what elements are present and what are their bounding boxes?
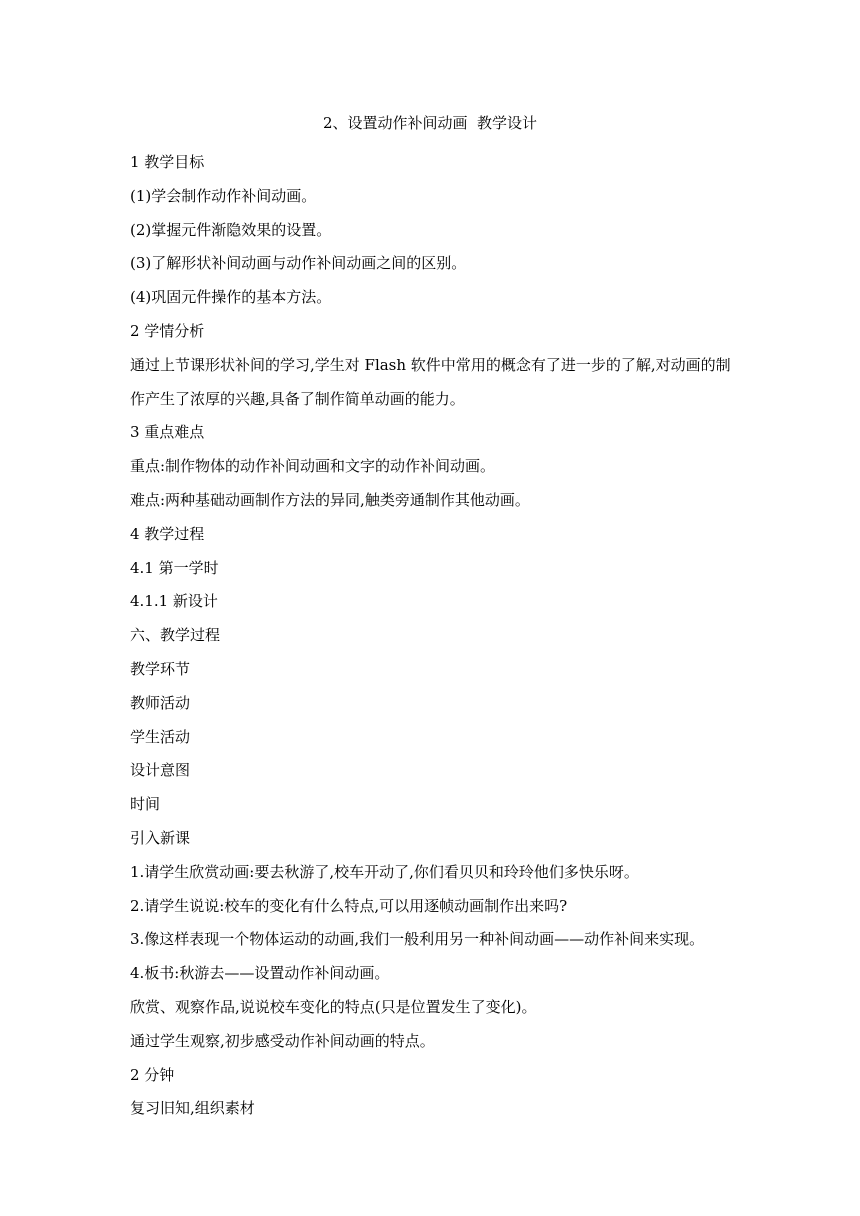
paragraph: 教师活动 — [130, 693, 191, 712]
document-body — [130, 146, 740, 1126]
paragraph: 引入新课 — [130, 828, 191, 847]
paragraph: 难点:两种基础动画制作方法的异同,触类旁通制作其他动画。 — [130, 490, 530, 509]
paragraph: 欣赏、观察作品,说说校车变化的特点(只是位置发生了变化)。 — [130, 997, 537, 1016]
paragraph: 2 学情分析 — [130, 321, 205, 340]
paragraph: 1.请学生欣赏动画:要去秋游了,校车开动了,你们看贝贝和玲玲他们多快乐呀。 — [130, 862, 639, 881]
paragraph: 通过学生观察,初步感受动作补间动画的特点。 — [130, 1031, 435, 1050]
paragraph: 重点:制作物体的动作补间动画和文字的动作补间动画。 — [130, 457, 496, 476]
paragraph: (4)巩固元件操作的基本方法。 — [130, 288, 332, 307]
paragraph: 4 教学过程 — [130, 524, 205, 543]
paragraph: (2)掌握元件渐隐效果的设置。 — [130, 220, 332, 239]
paragraph: 4.1 第一学时 — [130, 558, 219, 577]
paragraph: 3.像这样表现一个物体运动的动画,我们一般利用另一种补间动画——动作补间来实现。 — [130, 930, 705, 949]
paragraph: 通过上节课形状补间的学习,学生对 Flash 软件中常用的概念有了进一步的了解,对动画的制作产生了浓厚的兴趣,具备了制作简单动画的能力。 — [130, 355, 731, 408]
paragraph: 1 教学目标 — [130, 153, 205, 171]
paragraph: 六、教学过程 — [130, 626, 221, 645]
paragraph: 教学环节 — [130, 659, 191, 678]
paragraph: 2.请学生说说:校车的变化有什么特点,可以用逐帧动画制作出来吗? — [130, 896, 568, 915]
document-title: 2、设置动作补间动画 教学设计 — [322, 114, 538, 132]
paragraph: 3 重点难点 — [130, 423, 205, 442]
paragraph: 2 分钟 — [130, 1065, 175, 1084]
paragraph: (1)学会制作动作补间动画。 — [130, 186, 317, 205]
paragraph: 时间 — [130, 795, 161, 814]
paragraph: 设计意图 — [130, 761, 191, 780]
paragraph: 复习旧知,组织素材 — [130, 1099, 255, 1118]
paragraph: (3)了解形状补间动画与动作补间动画之间的区别。 — [130, 254, 467, 273]
paragraph: 学生活动 — [130, 727, 191, 746]
paragraph: 4.1.1 新设计 — [130, 592, 218, 611]
paragraph: 4.板书:秋游去——设置动作补间动画。 — [130, 964, 390, 983]
